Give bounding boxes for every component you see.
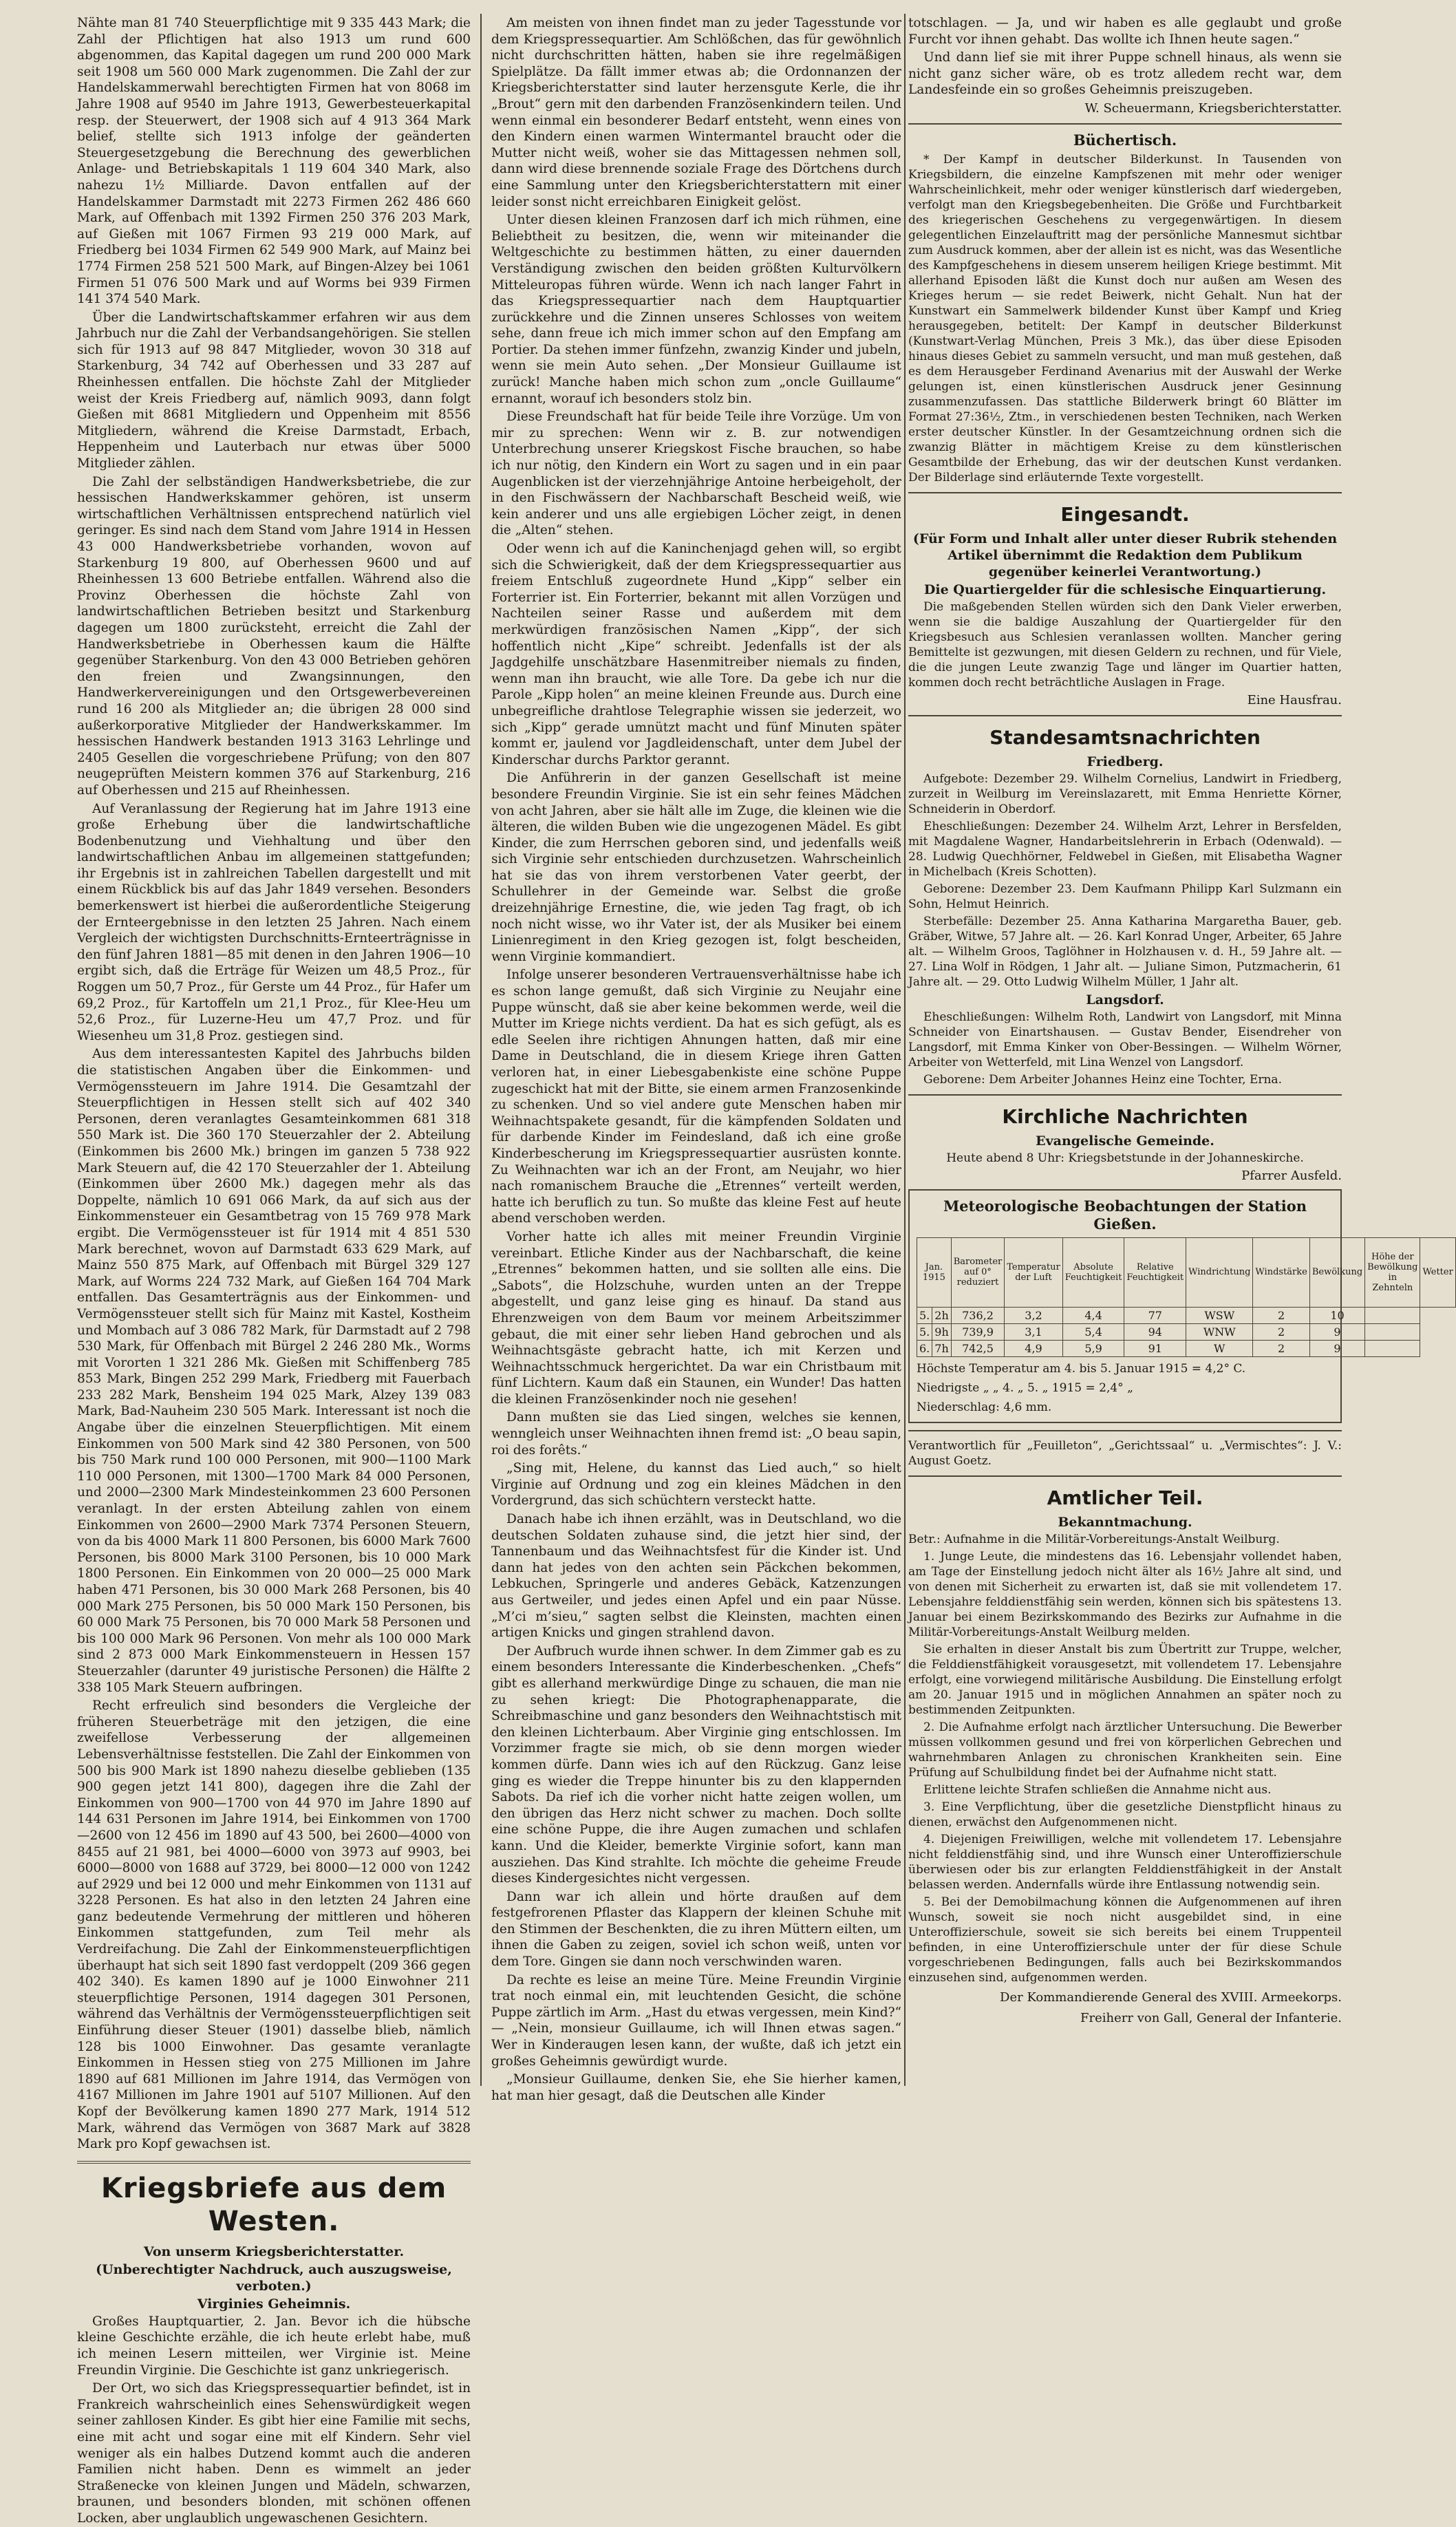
meteo-cell: 5. xyxy=(917,1307,932,1323)
meteo-header: Jan. 1915 xyxy=(917,1237,952,1307)
section-divider xyxy=(908,1094,1342,1096)
meteo-header: Bewölkung xyxy=(1309,1237,1364,1307)
article-paragraph: Der Aufbruch wurde ihnen schwer. In dem Zimmer gab es zu einem besonders Interessante die Kinderbeschenken. „Chefs“ gibt es allerhand merkwürdige Dinge zu schauen, die man nie zu sehen kriegt: Die Photographenapparate, die Schreibmaschine und ganz besonders den Weihnachtstisch mit den kleinen Lichterbaum. Aber Virginie ging entschlossen. Im Vorzimmer fragte sie mich, ob sie denn morgen wieder kommen dürfe. Dann wies ich auf den Rückzug. Ganz leise ging es wieder die Treppe hinunter bis zu den klappernden Sabots. Da rief ich die vorher nicht hatte zeigen wollen, um den übrigen das Herz nicht schwer zu machen. Doch sollte eine schöne Puppe, die ihre Augen zumachen und schlafen kann. Und die Kleider, bemerkte Virginie sofort, kann man ausziehen. Das Kind strahlte. Ich möchte die geheime Freude dieses Kindergesichtes nicht vergessen. xyxy=(491,1643,901,1886)
meteo-cell: 5. xyxy=(917,1323,932,1340)
section-divider xyxy=(908,1430,1342,1431)
meteo-header: Höhe der Bewölkung in Zehnteln xyxy=(1365,1237,1420,1307)
standesamt-entry: Eheschließungen: Dezember 24. Wilhelm Arzt, Lehrer in Bersfelden, mit Magdalene Wagner, Handarbeitslehrerin in Erbach (Odenwald). — 28. Ludwig Quechhörner, Feldwebel in Gießen, mit Elisabetha Wagner in Michelbach (Kreis Schotten). xyxy=(908,819,1342,879)
section-divider xyxy=(908,123,1342,125)
eingesandt-subtitle: Die Quartiergelder für die schlesische Einquartierung. xyxy=(923,582,1327,597)
meteo-cell xyxy=(1365,1323,1420,1340)
amtlich-signature: Der Kommandierende General des XVIII. Armeekorps. xyxy=(1000,1990,1342,2005)
article-paragraph: Infolge unserer besonderen Vertrauensverhältnisse habe ich es schon lange gemußt, daß sich Virginie zu Neujahr eine Puppe wünscht, daß sie aber keine bekommen werde, weil die Mutter im Kriege nichts verdient. Da hat es sich gefügt, als es edle Seelen ihre richtigen Ahnungen hatten, daß mir eine Dame in Deutschland, die in diesem Kriege ihren Gatten verloren hat, in einer Liebesgabenkiste eine schöne Puppe zugeschickt hat mit der Bitte, sie einem armen Franzosenkinde zu schenken. Und so viel andere gute Menschen haben mir Weihnachtspakete gesandt, für die kämpfenden Soldaten und für darbende Kinder im Feindesland, daß ich eine große Kinderbescherung im Kriegspressequartier ausrüsten konnte. Zu Weihnachten war ich an der Front, am Neujahr, wo hier nach romanischem Brauche die „Etrennes“ verteilt werden, hatte ich beruflich zu tun. So mußte das kleine Fest auf heute abend verschoben werden. xyxy=(491,968,901,1226)
author-signature: W. Scheuermann, Kriegsberichterstatter. xyxy=(1084,100,1342,116)
meteo-cell: 736,2 xyxy=(951,1307,1005,1323)
column-1 xyxy=(77,15,471,2526)
kirche-subtitle: Evangelische Gemeinde. xyxy=(1036,1133,1214,1149)
amtlich-betr: Betr.: Aufnahme in die Militär-Vorbereitungs-Anstalt Weilburg. xyxy=(908,1532,1280,1546)
standesamt-entry: Geborene: Dezember 23. Dem Kaufmann Philipp Karl Sulzmann ein Sohn, Helmut Heinrich. xyxy=(908,882,1342,911)
article-paragraph: Am meisten von ihnen findet man zu jeder Tagesstunde vor dem Kriegspressequartier. Am Schlößchen, das für gewöhnlich nicht durchschritten hätten, haben sie ihre regelmäßigen Spielplätze. Da fällt immer etwas ab; die Ordonnanzen der Kriegsberichterstatter sind lauter herzensgute Kerle, die ihr „Brout“ gern mit den darbenden Französenkindern teilen. Und wenn einmal ein besonderer Bedarf entsteht, wenn eines von den Kindern einen warmen Wintermantel braucht oder die Mutter nicht weiß, woher sie das Mittagessen nehmen soll, dann wird diese brennende soziale Frage des Dörtchens durch eine Sammlung unter den Kriegsberichterstattern mit einer leider sonst nicht erreichbaren Einigkeit gelöst. xyxy=(491,16,901,209)
kirche-signature: Pfarrer Ausfeld. xyxy=(1241,1168,1342,1183)
verantwortlich-line: Verantwortlich für „Feuilleton“, „Gerichtssaal“ u. „Vermischtes“: J. V.: August Goetz. xyxy=(908,1438,1342,1468)
column-rule xyxy=(480,14,482,2086)
article-paragraph: Der Ort, wo sich das Kriegspressequartier befindet, ist in Frankreich wahrscheinlich eines Sehenswürdigkeit wegen seiner zahllosen Kinder. Es gibt hier eine Familie mit sechs, eine mit acht und sogar eine mit elf Kindern. Sehr viel weniger als ein halbes Dutzend kommt auch die anderen Familien nicht haben. Denn es wimmelt an jeder Straßenecke von kleinen Jungen und Mädeln, schwarzen, braunen, und besonders blonden, mit schönen offenen Locken, aber unglaublich ungewaschenen Gesichtern. xyxy=(77,2381,471,2526)
meteo-cell: 9h xyxy=(932,1323,951,1340)
section-divider xyxy=(77,2161,471,2164)
kriegsbriefe-byline: Von unserm Kriegsberichterstatter. xyxy=(143,2243,405,2259)
standesamt-entry: Geborene: Dem Arbeiter Johannes Heinz eine Tochter, Erna. xyxy=(923,1072,1282,1087)
article-paragraph: Auf Veranlassung der Regierung hat im Jahre 1913 eine große Erhebung über die landwirtschaftliche Bodenbenutzung und Viehhaltung und über den landwirtschaftlichen Anbau im allgemeinen stattgefunden; ihr Ergebnis ist in zahlreichen Tabellen dargestellt und mit einem Rückblick bis auf das Jahr 1849 versehen. Besonders bemerkenswert ist hierbei die außerordentliche Steigerung der Ernteergebnisse in den letzten 25 Jahren. Nach einem Vergleich der wichtigsten Durchschnitts-Ernteerträgnisse in den fünf Jahren 1881—85 mit denen in den Jahren 1906—10 ergibt sich, daß die Erträge für Weizen um 48,5 Proz., für Roggen um 50,7 Proz., für Gerste um 44 Proz., für Hafer um 69,2 Proz., für Kartoffeln um 21,1 Proz., für Klee-Heu um 52,6 Proz., für Luzerne-Heu um 47,7 Proz. und für Wiesenheu um 31,8 Proz. gestiegen sind. xyxy=(77,801,471,1043)
article-paragraph: Dann war ich allein und hörte draußen auf dem festgefrorenen Pflaster das Klappern der kleinen Schuhe mit den Stimmen der Beschenkten, die zu ihren Müttern eilten, um ihnen die Gaben zu zeigen, soviel ich schon weiß, unten vor dem Tore. Gingen sie dann noch verschwinden waren. xyxy=(491,1889,901,1970)
kriegsbriefe-note: (Unberechtigter Nachdruck, auch auszugsweise, verboten.) xyxy=(96,2261,452,2294)
article-paragraph: Aus dem interessantesten Kapitel des Jahrbuchs bilden die statistischen Angaben über die Einkommen- und Vermögenssteuern im Jahre 1914. Die Gesamtzahl der Steuerpflichtigen in Hessen stellt sich auf 402 340 Personen, deren veranlagtes Gesamteinkommen 681 318 550 Mark ist. Die 360 170 Steuerzahler der 2. Abteilung (Einkommen bis 2600 Mk.) bringen im ganzen 5 738 922 Mark Steuern auf, die 42 170 Steuerzahler der 1. Abteilung (Einkommen über 2600 Mk.) dagegen mehr als das Doppelte, nämlich 10 691 066 Mark, da auf sich aus der Einkommensteuer ein Gesamtbetrag von 15 769 978 Mark ergibt. Die Vermögenssteuer ist für 1914 mit 4 851 530 Mark berechnet, wovon auf Darmstadt 633 629 Mark, auf Mainz 550 875 Mark, auf Offenbach mit Bürgel 329 127 Mark, auf Worms 224 732 Mark, auf Gießen 164 704 Mark entfallen. Das Gesamterträgnis aus der Einkommen- und Vermögenssteuer stellt sich für Mainz mit Kastel, Kostheim und Mombach auf 3 086 782 Mark, für Darmstadt auf 2 798 530 Mark, für Offenbach mit Bürgel 2 246 280 Mk., Worms mit Vororten 1 321 286 Mk. Gießen mit Schiffenberg 785 853 Mark, Bingen 252 299 Mark, Friedberg mit Fauerbach 233 282 Mark, Bensheim 194 025 Mark, Alzey 139 083 Mark, Bad-Nauheim 230 505 Mark. Interessant ist noch die Angabe über die einzelnen Steuerpflichtigen. Mit einem Einkommen von 500 Mark sind 42 380 Personen, von 500 bis 750 Mark rund 100 000 Personen, mit 900—1100 Mark 110 000 Personen, mit 1300—1700 Mark 84 000 Personen, und 2000—2300 Mark Mindesteinkommen 23 600 Personen veranlagt. In der ersten Abteilung zahlen von einem Einkommen von 2600—2900 Mark 7374 Personen Steuern, von da bis 4000 Mark 11 800 Personen, bis 6000 Mark 7600 Personen, bis 8000 Mark 3100 Personen, bis 10 000 Mark 1800 Personen. Ein Einkommen von 20 000—25 000 Mark haben 471 Personen, bis 30 000 Mark 268 Personen, bis 40 000 Mark 275 Personen, bis 50 000 Mark 150 Personen, bis 60 000 Mark 75 Personen, bis 70 000 Mark 58 Personen und bis 100 000 Mark 96 Personen. Von mehr als 100 000 Mark sind 2 873 000 Mark Einkommensteuern in Hessen 157 Steuerzahler (darunter 49 juristische Personen) die Hälfte 2 338 105 Mark Steuern aufbringen. xyxy=(77,1047,471,1695)
amtlich-paragraph: 1. Junge Leute, die mindestens das 16. Lebensjahr vollendet haben, am Tage der Einstellung jedoch nicht älter als 16½ Jahre alt sind, und von denen mit Sicherheit zu erwarten ist, daß sie mit vollendetem 17. Lebensjahre felddienstfähig sein werden, können sich bis spätestens 13. Januar bei einem Bezirkskommando des Bezirks zur Aufnahme in die Militär-Vorbereitungs-Anstalt Weilburg melden. xyxy=(908,1549,1342,1639)
meteo-row xyxy=(917,1340,1456,1356)
standesamt-entry: Eheschließungen: Wilhelm Roth, Landwirt von Langsdorf, mit Minna Schneider von Einartshausen. — Gustav Bender, Eisendreher von Langsdorf, mit Emma Kinker von Ober-Bessingen. — Wilhelm Wörner, Arbeiter von Wetterfeld, mit Lina Wenzel von Langsdorf. xyxy=(908,1010,1342,1069)
kirche-heading: Kirchliche Nachrichten xyxy=(1002,1105,1248,1128)
meteo-row xyxy=(917,1307,1456,1323)
buecher-heading: Büchertisch. xyxy=(1073,131,1177,149)
article-paragraph: Die Zahl der selbständigen Handwerksbetriebe, die zur hessischen Handwerkskammer gehören, ist unserm wirtschaftlichen Verhältnissen entsprechend natürlich viel geringer. Es sind nach dem Stand vom Jahre 1914 in Hessen 43 000 Handwerksbetriebe vorhanden, wovon auf Starkenburg 19 800, auf Oberhessen 9600 und auf Rheinhessen 13 600 Betriebe entfallen. Während also die Provinz Oberhessen die höchste Zahl von landwirtschaftlichen Betrieben besitzt und Starkenburg dagegen um 1800 zurücksteht, erreicht die Zahl der Handwerksbetriebe in Oberhessen kaum die Hälfte gegenüber Starkenburg. Von den 43 000 Betrieben gehören den freien und Zwangsinnungen, den Handwerkervereinigungen und den Ortsgewerbevereinen rund 16 200 als Mitglieder an; die übrigen 28 000 sind außerkorporative Mitglieder der Handwerkskammer. Im hessischen Handwerk bestanden 1913 3163 Lehrlinge und 2405 Gesellen die vorgeschriebene Prüfung; von den 807 neugeprüften Meistern kommen 376 auf Starkenburg, 216 auf Oberhessen und 215 auf Rheinhessen. xyxy=(77,474,471,798)
section-divider xyxy=(908,715,1342,716)
meteo-cell: 3,2 xyxy=(1005,1307,1062,1323)
meteo-cell: 3,1 xyxy=(1005,1323,1062,1340)
meteo-cell: 4,4 xyxy=(1062,1307,1124,1323)
article-paragraph: Recht erfreulich sind besonders die Vergleiche der früheren Steuerbeträge mit den jetzigen, die eine zweifellose Verbesserung der allgemeinen Lebensverhältnisse feststellen. Die Zahl der Einkommen von 500 bis 900 Mark ist 1890 nahezu dieselbe geblieben (135 900 gegen jetzt 141 800), dagegen ihre die Zahl der Einkommen von 900—1700 von 44 970 im Jahre 1890 auf 144 631 Personen im Jahre 1914, bei Einkommen von 1700—2600 von 12 456 im 1890 auf 43 500, bei 2600—4000 von 8455 auf 21 981, bei 4000—6000 von 3973 auf 9903, bei 6000—8000 von 1688 auf 3729, bei 8000—12 000 von 1242 auf 2929 und bei 12 000 und mehr Einkommen von 1131 auf 3228 Personen. Es hat also in den letzten 24 Jahren eine ganz bedeutende Vermehrung der mittleren und höheren Einkommen stattgefunden, zum Teil mehr als Verdreifachung. Die Zahl der Einkommensteuerpflichtigen überhaupt hat sich seit 1890 fast verdoppelt (209 366 gegen 402 340). Es kamen 1890 auf je 1000 Einwohner 211 steuerpflichtige Personen, 1914 dagegen 301 Personen, während das Verhältnis der Vermögenssteuerpflichtigen seit Einführung dieser Steuer (1901) dasselbe blieb, nämlich 128 bis 1000 Einwohner. Das gesamte veranlagte Einkommen in Hessen stieg von 275 Millionen im Jahre 1890 auf 681 Millionen im Jahre 1914, das Vermögen von 4167 Millionen im Jahre 1901 auf 5107 Millionen. Auf den Kopf der Bevölkerung kamen 1890 277 Mark, 1914 512 Mark, während das Vermögen von 3687 Mark auf 3828 Mark pro Kopf gewachsen ist. xyxy=(77,1698,471,2152)
meteo-cell: W xyxy=(1186,1340,1253,1356)
amtlich-paragraph: 3. Eine Verpflichtung, über die gesetzliche Dienstpflicht hinaus zu dienen, erwächst den Aufgenommenen nicht. xyxy=(908,1800,1342,1829)
meteo-cell: 739,9 xyxy=(951,1323,1005,1340)
article-paragraph: Unter diesen kleinen Franzosen darf ich mich rühmen, eine Beliebtheit zu besitzen, die, wenn wir miteinander die Weltgeschichte zu bestimmen hätten, zu einer dauernden Verständigung zwischen den beiden größten Kulturvölkern Mitteleuropas führen würde. Wenn ich nach langer Fahrt in das Kriegspressequartier nach dem Hauptquartier zurückkehre und die Zinnen unseres Schlosses von weitem sehe, dann freue ich mich immer schon auf den Empfang am Portier. Da stehen immer fünfzehn, zwanzig Kinder und jubeln, wenn sie mein Auto sehen. „Der Monsieur Guillaume ist zurück! Manche haben mich schon zum „oncle Guillaume“ ernannt, worauf ich besonders stolz bin. xyxy=(491,213,901,406)
amtlich-paragraph: 5. Bei der Demobilmachung können die Aufgenommenen auf ihren Wunsch, soweit sie noch nicht ausgebildet sind, in eine Unteroffizierschule, soweit sie sich bereits bei einem Truppenteil befinden, in eine Unteroffizierschule unter der für diese Schule vorgeschriebenen Bedingungen, falls auch bei Bezirkskommandos einzusehen sind, aufgenommen werden. xyxy=(908,1895,1342,1985)
meteo-header: Windstärke xyxy=(1253,1237,1309,1307)
meteo-cell: 77 xyxy=(1124,1307,1186,1323)
amtlich-paragraph: Sie erhalten in dieser Anstalt bis zum Übertritt zur Truppe, welcher, die Felddienstfähigkeit vorausgesetzt, mit vollendetem 17. Lebensjahre erfolgt, eine vorwiegend militärische Ausbildung. Die Einstellung erfolgt am 20. Januar 1915 und in möglichen Annahmen an später noch zu bestimmenden Zeitpunkten. xyxy=(908,1642,1342,1717)
amtlich-heading: Amtlicher Teil. xyxy=(1047,1486,1203,1509)
article-paragraph: Oder wenn ich auf die Kaninchenjagd gehen will, so ergibt sich die Schwierigkeit, daß der dem Kriegspressequartier aus freiem Entschluß zugeordnete Hund „Kipp“ selber ein Forterrier ist. Ein Forterrier, bekannt mit allen Vorzügen und Nachteilen seiner Rasse und außerdem mit dem merkwürdigen französischen Namen „Kipp“, der sich hoffentlich nicht „Kipe“ schreibt. Jedenfalls ist der als Jagdgehilfe unschätzbare Hasenmitreiber niemals zu finden, wenn man ihn braucht, wie alle Tore. Da gebe ich nur die Parole „Kipp holen“ an meine kleinen Freunde aus. Durch eine unbegreifliche drahtlose Telegraphie wissen sie jederzeit, wo sich „Kipp“ gerade umnützt macht und fünf Minuten später kommt er, jaulend vor Jagdleidenschaft, unter dem Jubel der Kinderschar durchs Parktor gerannt. xyxy=(491,542,901,767)
meteo-table xyxy=(917,1237,1456,1357)
article-paragraph: Und dann lief sie mit ihrer Puppe schnell hinaus, als wenn sie nicht ganz sicher wäre, ob es trotz alledem recht war, dem Landesfeinde ein so großes Geheimnis preiszugeben. xyxy=(908,50,1342,98)
article-paragraph: Großes Hauptquartier, 2. Jan. Bevor ich die hübsche kleine Geschichte erzähle, die ich heute erlebt habe, muß ich meinen Lesern mitteilen, wer Virginie ist. Meine Freundin Virginie. Die Geschichte ist ganz unkriegerisch. xyxy=(77,2314,471,2378)
meteo-heading: Meteorologische Beobachtungen der Station Gießen. xyxy=(943,1197,1307,1233)
column-3 xyxy=(908,15,1453,2086)
meteo-cell: 5,9 xyxy=(1062,1340,1124,1356)
meteo-box xyxy=(908,1189,1453,1423)
buecher-paragraph: * Der Kampf in deutscher Bilderkunst. In Tausenden von Kriegsbildern, die einzelne Kampfszenen mit mehr oder weniger Wahrscheinlichkeit, mehr oder weniger künstlerisch darf wiedergeben, verfolgt man den Kriegsbegebenheiten. Die Größe und Furchtbarkeit des kriegerischen Geschehens zu vergegenwärtigen. In diesem gelegentlichen Einzelauftritt mag der persönliche Mannesmut sichtbar zum Ausdruck kommen, aber der allein ist es nicht, was das Wesentliche des Kampfgeschehens in diesem unserem heiligen Kriege bestimmt. Mit allerhand Episoden läßt die Kunst doch nur außen am Wesen des Krieges herum — sie redet Beiwerk, nicht Gehalt. Nun hat der Kunstwart ein Sammelwerk bildender Kunst über Kampf und Krieg herausgegeben, betitelt: Der Kampf in deutscher Bilderkunst (Kunstwart-Verlag München, Preis 3 Mk.), das über diese Episoden hinaus dieses Gebiet zu sammeln versucht, und man muß gestehen, daß es dem Herausgeber Ferdinand Avenarius mit der Auswahl der Werke gelungen ist, einen künstlerischen Ausdruck jener Gesinnung zusammenzufassen. Das stattliche Bilderwerk bringt 60 Blätter im Format 27:36½, Ztm., in verschiedenen besten Techniken, nach Werken erster deutscher Künstler. In der Gesamtzeichnung ordnen sich die zwanzig Blätter in mächtigem Kreise zu dem künstlerischen Gesamtbilde der Erhebung, das wir der deutschen Kunst verdanken. Der Bilderlage sind erläuternde Texte vorgestellt. xyxy=(908,152,1342,484)
meteo-cell xyxy=(1365,1340,1420,1356)
standesamt-place: Langsdorf. xyxy=(1086,992,1164,1007)
article-paragraph: totschlagen. — Ja, und wir haben es alle geglaubt und große Furcht vor ihnen gehabt. Das wollte ich Ihnen heute sagen.“ xyxy=(908,16,1342,47)
section-divider xyxy=(908,492,1342,493)
amtlich-paragraph: Erlittene leichte Strafen schließen die Annahme nicht aus. xyxy=(923,1782,1272,1797)
meteo-cell: 91 xyxy=(1124,1340,1186,1356)
meteo-cell: 4,9 xyxy=(1005,1340,1062,1356)
amtlich-signature: Freiherr von Gall, General der Infanterie. xyxy=(1080,2010,1342,2025)
column-rule xyxy=(904,14,906,2086)
meteo-cell: 2 xyxy=(1253,1307,1309,1323)
article-paragraph: „Sing mit, Helene, du kannst das Lied auch,“ so hielt Virginie auf Ordnung und zog ein kleines Mädchen in den Vordergrund, das sich schüchtern versteckt hatte. xyxy=(491,1461,901,1508)
standesamt-place: Friedberg. xyxy=(1086,754,1164,769)
meteo-header: Temperatur der Luft xyxy=(1005,1237,1062,1307)
eingesandt-signature: Eine Hausfrau. xyxy=(1247,692,1342,707)
meteo-cell: 94 xyxy=(1124,1323,1186,1340)
article-paragraph: „Monsieur Guillaume, denken Sie, ehe Sie hierher kamen, hat man hier gesagt, daß die Deutschen alle Kinder xyxy=(491,2072,901,2103)
amtlich-paragraph: 4. Diejenigen Freiwilligen, welche mit vollendetem 17. Lebensjahre nicht felddienstfähig sind, und ihre Wunsch einer Unteroffizierschule überwiesen oder bis zur erlangten Felddienstfähigkeit in der Anstalt belassen werden. Andernfalls würde ihre Entlassung notwendig sein. xyxy=(908,1832,1342,1892)
meteo-cell: 9 xyxy=(1309,1340,1364,1356)
section-divider xyxy=(908,1475,1342,1477)
meteo-cell: 10 xyxy=(1309,1307,1364,1323)
article-paragraph: Vorher hatte ich alles mit meiner Freundin Virginie vereinbart. Etliche Kinder aus der Nachbarschaft, die keine „Etrennes“ bekommen hatten, und sie sollten alle eins. Die „Sabots“, die Holzschuhe, wurden unten an der Treppe abgestellt, und ganz leise ging es hinauf. Da stand aus Ehrenzweigen von dem Baum vor meinem Arbeitszimmer gebaut, die mit einer sehr lieben Hand gebrochen und als Weihnachtsgäste gebracht hatte, ich mit Kerzen und Weihnachtsschmuck hergerichtet. Da war ein Christbaum mit fünf Lichtern. Kaum daß ein Staunen, ein Wunder! Das hatten die kleinen Französenkinder noch nie gesehen! xyxy=(491,1229,901,1407)
standesamt-heading: Standesamtsnachrichten xyxy=(989,725,1261,749)
meteo-header: Windrichtung xyxy=(1186,1237,1253,1307)
meteo-cell: WSW xyxy=(1186,1307,1253,1323)
kriegsbriefe-subtitle: Virginies Geheimnis. xyxy=(197,2296,351,2312)
eingesandt-heading: Eingesandt. xyxy=(1060,502,1190,526)
amtlich-subtitle: Bekanntmachung. xyxy=(1058,1514,1192,1530)
meteo-cell xyxy=(1365,1307,1420,1323)
standesamt-entry: Sterbefälle: Dezember 25. Anna Katharina Margaretha Bauer, geb. Gräber, Witwe, 57 Jahre alt. — 26. Karl Konrad Unger, Arbeiter, 65 Jahre alt. — Wilhelm Groos, Taglöhner in Holzhausen v. d. H., 59 Jahre alt. — 27. Lina Wolf in Rödgen, 1 Jahr alt. — Juliane Simon, Putzmacherin, 61 Jahre alt. — 29. Otto Ludwig Wilhelm Müller, 1 Jahr alt. xyxy=(908,914,1342,989)
meteo-temp-low: Niedrigste „ „ 4. „ 5. „ 1915 = 2,4° „ xyxy=(917,1380,1133,1395)
meteo-cell: 6. xyxy=(917,1340,932,1356)
meteo-temp-high: Höchste Temperatur am 4. bis 5. Januar 1915 = 4,2° C. xyxy=(917,1361,1246,1376)
article-paragraph: Diese Freundschaft hat für beide Teile ihre Vorzüge. Um von mir zu sprechen: Wenn wir z. B. zur notwendigen Unterbrechung unserer Kriegskost Fische brauchen, so habe ich nur nötig, den Kindern ein Wort zu sagen und in ein paar Augenblicken ist der vierzehnjährige Antoine herbeigeholt, der in den Fischwässern der Nachbarschaft Bescheid weiß, wie kein anderer und uns alle ergiebigen Löcher zeigt, in denen die „Alten“ stehen. xyxy=(491,409,901,538)
meteo-header: Absolute Feuchtigkeit xyxy=(1062,1237,1124,1307)
meteo-cell: 742,5 xyxy=(951,1340,1005,1356)
meteo-cell: 9 xyxy=(1309,1323,1364,1340)
kriegsbriefe-heading: Kriegsbriefe aus dem Westen. xyxy=(100,2172,447,2237)
meteo-header: Relative Feuchtigkeit xyxy=(1124,1237,1186,1307)
meteo-cell: 2 xyxy=(1253,1323,1309,1340)
amtlich-paragraph: 2. Die Aufnahme erfolgt nach ärztlicher Untersuchung. Die Bewerber müssen vollkommen gesund und frei von körperlichen Gebrechen und wahrnehmbaren Anlagen zu chronischen Krankheiten sein. Eine Prüfung auf Schulbildung findet bei der Aufnahme nicht statt. xyxy=(908,1720,1342,1780)
meteo-header-row xyxy=(917,1237,1456,1307)
meteo-cell: 5,4 xyxy=(1062,1323,1124,1340)
article-paragraph: Dann mußten sie das Lied singen, welches sie kennen, wenngleich unser Weihnachten ihnen fremd ist: „O beau sapin, roi des forêts.“ xyxy=(491,1410,901,1458)
meteo-row xyxy=(917,1323,1456,1340)
meteo-cell: 2h xyxy=(932,1307,951,1323)
article-paragraph: Die Anführerin in der ganzen Gesellschaft ist meine besondere Freundin Virginie. Sie ist ein sehr feines Mädchen von acht Jahren, aber sie hält alle im Zuge, die kleinen wie die älteren, die wilden Buben wie die ungezogenen Mädel. Es gibt Kinder, die zum Herrschen geboren sind, und jedenfalls weiß sich Virginie sehr entschieden durchzusetzen. Wahrscheinlich hat sie das von ihrem verstorbenen Vater geerbt, der Schullehrer in der Gemeinde war. Selbst die große dreizehnjährige Ernestine, die, wie jeden Tag fragt, ob ich noch nicht wisse, wo ihr Vater ist, der als Musiker bei einem Linienregiment in den Krieg gezogen ist, folgt bescheiden, wenn Virginie kommandiert. xyxy=(491,771,901,964)
article-paragraph: Danach habe ich ihnen erzählt, was in Deutschland, wo die deutschen Soldaten zuhause sind, die jetzt hier sind, der Tannenbaum und das Weihnachtsfest für die Kinder ist. Und dann hat jedes von den achten sein Päckchen bekommen, Lebkuchen, Springerle und anderes Gebäck, Katzenzungen aus Gertweiler, und jedes einen Apfel und ein paar Nüsse. „M’ci m’sieu,“ sagten selbst die Kleinsten, machten einen artigen Knicks und gingen strahlend davon. xyxy=(491,1512,901,1641)
eingesandt-body: Die maßgebenden Stellen würden sich den Dank Vieler erwerben, wenn sie die baldige Auszahlung der Quartiergelder für den Kriegsbesuch aus Schlesien veranlassen wollten. Mancher gering Bemittelte ist gezwungen, mit diesen Geldern zu rechnen, und für Viele, die die jungen Leute zwanzig Tage und länger im Quartier hatten, kommen doch recht beträchtliche Auslagen in Frage. xyxy=(908,599,1342,690)
meteo-header: Wetter xyxy=(1420,1237,1455,1307)
article-paragraph: Da rechte es leise an meine Türe. Meine Freundin Virginie trat noch einmal ein, mit leuchtenden Gesicht, die schöne Puppe zärtlich im Arm. „Hast du etwas vergessen, mein Kind?“ — „Nein, monsieur Guillaume, ich will Ihnen etwas sagen.“ Wer in Kinderaugen lesen kann, der wußte, daß ich jetzt ein großes Geheimnis gewürdigt wurde. xyxy=(491,1972,901,2069)
article-paragraph: Über die Landwirtschaftskammer erfahren wir aus dem Jahrbuch nur die Zahl der Verbandsangehörigen. Sie stellen sich für 1913 auf 98 847 Mitglieder, wovon 30 318 auf Starkenburg, 34 742 auf Oberhessen und 33 287 auf Rheinhessen entfallen. Die höchste Zahl der Mitglieder weist der Kreis Friedberg auf, nämlich 9093, dann folgt Gießen mit 8681 Mitgliedern und Oppenheim mit 8556 Mitgliedern, während die Kreise Darmstadt, Erbach, Heppenheim und Lauterbach nur etwas über 5000 Mitglieder zählen. xyxy=(77,310,471,471)
meteo-header: Barometer auf 0° reduziert xyxy=(951,1237,1005,1307)
standesamt-entry: Aufgebote: Dezember 29. Wilhelm Cornelius, Landwirt in Friedberg, zurzeit in Weilburg im Vereinslazarett, mit Emma Henriette Körner, Schneiderin in Oberdorf. xyxy=(908,771,1342,816)
meteo-cell: 7h xyxy=(932,1340,951,1356)
kirche-body: Heute abend 8 Uhr: Kriegsbetstunde in der Johanneskirche. xyxy=(946,1151,1304,1165)
column-2 xyxy=(491,15,901,2103)
meteo-precip: Niederschlag: 4,6 mm. xyxy=(917,1400,1052,1414)
article-paragraph: Nähte man 81 740 Steuerpflichtige mit 9 335 443 Mark; die Zahl der Pflichtigen hat also 1913 um rund 600 abgenommen, das Kapital dagegen um rund 200 000 Mark seit 1908 um 560 000 Mark zugenommen. Die Zahl der zur Handelskammerwahl berechtigten Firmen hat von 8068 im Jahre 1908 auf 9540 im Jahre 1913, Gewerbesteuerkapital resp. der Steuerwert, der 1908 sich auf 4 913 364 Mark belief, stellte sich 1913 infolge der geänderten Steuergesetzgebung die Berechnung des gewerblichen Anlage- und Betriebskapitals 1 119 604 340 Mark, also nahezu 1½ Milliarde. Davon entfallen auf der Handelskammer Darmstadt mit 2273 Firmen 262 486 660 Mark, auf Offenbach mit 1392 Firmen 250 376 203 Mark, auf Gießen mit 1067 Firmen 93 219 000 Mark, auf Friedberg bei 1034 Firmen 62 549 900 Mark, auf Mainz bei 1774 Firmen 258 521 500 Mark, auf Bingen-Alzey bei 1061 Firmen 51 076 500 Mark und auf Worms bei 939 Firmen 141 374 540 Mark. xyxy=(77,16,471,307)
meteo-cell: 2 xyxy=(1253,1340,1309,1356)
eingesandt-note: (Für Form und Inhalt aller unter dieser Rubrik stehenden Artikel übernimmt die Redaktion dem Publikum gegenüber keinerlei Verantwortung.) xyxy=(912,531,1338,579)
meteo-cell: WNW xyxy=(1186,1323,1253,1340)
